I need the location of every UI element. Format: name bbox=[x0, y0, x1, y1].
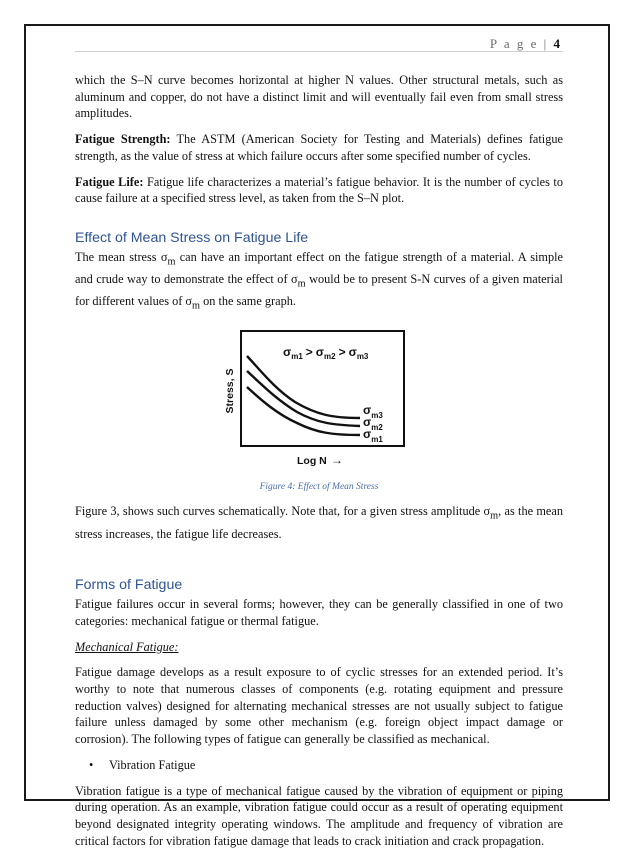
page-number: 4 bbox=[553, 36, 560, 51]
sn-curves-diagram bbox=[75, 319, 563, 479]
term-fatigue-life: Fatigue Life: bbox=[75, 174, 144, 189]
x-axis-arrow: → bbox=[331, 453, 343, 468]
paragraph-mean-stress bbox=[75, 249, 563, 315]
paragraph-figure-description bbox=[75, 503, 563, 542]
text-run: Figure 3, shows such curves schematically. Note that, for a given stress amplitude σ bbox=[75, 504, 491, 519]
subscript-m: m bbox=[167, 256, 176, 268]
paragraph-forms: Fatigue failures occur in several forms; however, they can be generally classified in one of two categories: mechanical fatigue or thermal fatigue. bbox=[75, 597, 563, 628]
list-item-label: Vibration Fatigue bbox=[109, 757, 196, 772]
fatigue-strength-text: The ASTM (American Society for Testing and Materials) defines fatigue strength, as the value of stress at which failure occurs after some specified number of cycles. bbox=[75, 132, 563, 163]
y-axis-label: Stress, S bbox=[224, 368, 236, 414]
header-rule bbox=[75, 51, 563, 52]
paragraph-intro: which the S–N curve becomes horizontal at higher N values. Other structural metals, such as aluminum and copper, do not have a distinct limit and will eventually fail even from small stress amplitudes. bbox=[75, 73, 563, 121]
curve-label-m2: $\sigma_{m2}$ bbox=[363, 415, 383, 433]
page-label: P a g e | bbox=[489, 36, 549, 51]
subscript-m: m bbox=[192, 300, 201, 312]
subscript-m: m bbox=[490, 510, 499, 522]
bullet-icon: • bbox=[89, 757, 94, 772]
figure-mean-stress bbox=[75, 319, 563, 495]
curve-label-m1: $\sigma_{m1}$ bbox=[363, 427, 383, 445]
term-fatigue-strength: Fatigue Strength: bbox=[75, 132, 171, 147]
page-header bbox=[490, 36, 560, 52]
subheading-mechanical-fatigue: Mechanical Fatigue: bbox=[75, 639, 179, 654]
subscript-m: m bbox=[297, 278, 306, 290]
paragraph-vibration: Vibration fatigue is a type of mechanical fatigue caused by the vibration of equipment or piping during operation. As an example, vibration fatigue could occur as a result of operating equipment beyond designated integrity operating windows. The amplitude and frequency of vibration are critical factors for vibration fatigue damage that leads to crack initiation and crack propagation. bbox=[75, 783, 563, 848]
document-body bbox=[75, 72, 563, 858]
paragraph-fatigue-strength bbox=[75, 131, 563, 164]
section-heading-forms: Forms of Fatigue bbox=[75, 577, 183, 594]
section-heading-mean-stress: Effect of Mean Stress on Fatigue Life bbox=[75, 229, 309, 246]
figure-caption: Figure 4: Effect of Mean Stress bbox=[259, 482, 379, 493]
text-run: The mean stress σ bbox=[75, 249, 168, 264]
fatigue-life-text: Fatigue life characterizes a material’s fatigue behavior. It is the number of cycles to cause failure at a specified stress level, as taken from the S–N plot. bbox=[75, 174, 563, 206]
list-item-vibration bbox=[75, 757, 563, 774]
text-run: , as the mean stress increases, the fatigue life decreases. bbox=[75, 504, 563, 541]
curve-label-m3: $\sigma_{m3}$ bbox=[363, 403, 383, 421]
paragraph-mechanical: Fatigue damage develops as a result exposure to of cyclic stresses for an extended period. It’s worthy to note that numerous classes of components (e.g. rotating equipment and pressure reduction valves) designed for alternating mechanical stresses are not usually subject to fatigue failure unless damaged by some other mechanism (e.g. foreign object impact damage or corrosion). The following types of fatigue can generally be classified as mechanical. bbox=[75, 665, 563, 747]
text-run: on the same graph. bbox=[200, 294, 296, 309]
text-run: can have an important effect on the fatigue strength of a material. A simple and crude way to demonstrate the effect of σ bbox=[75, 249, 563, 287]
x-axis-label: Log N bbox=[297, 455, 327, 468]
order-label: $\sigma_{m1} > \sigma_{m2} > \sigma_{m3}$ bbox=[283, 345, 369, 362]
text-run: would be to present S-N curves of a given material for different values of σ bbox=[75, 272, 563, 309]
paragraph-fatigue-life bbox=[75, 174, 563, 207]
